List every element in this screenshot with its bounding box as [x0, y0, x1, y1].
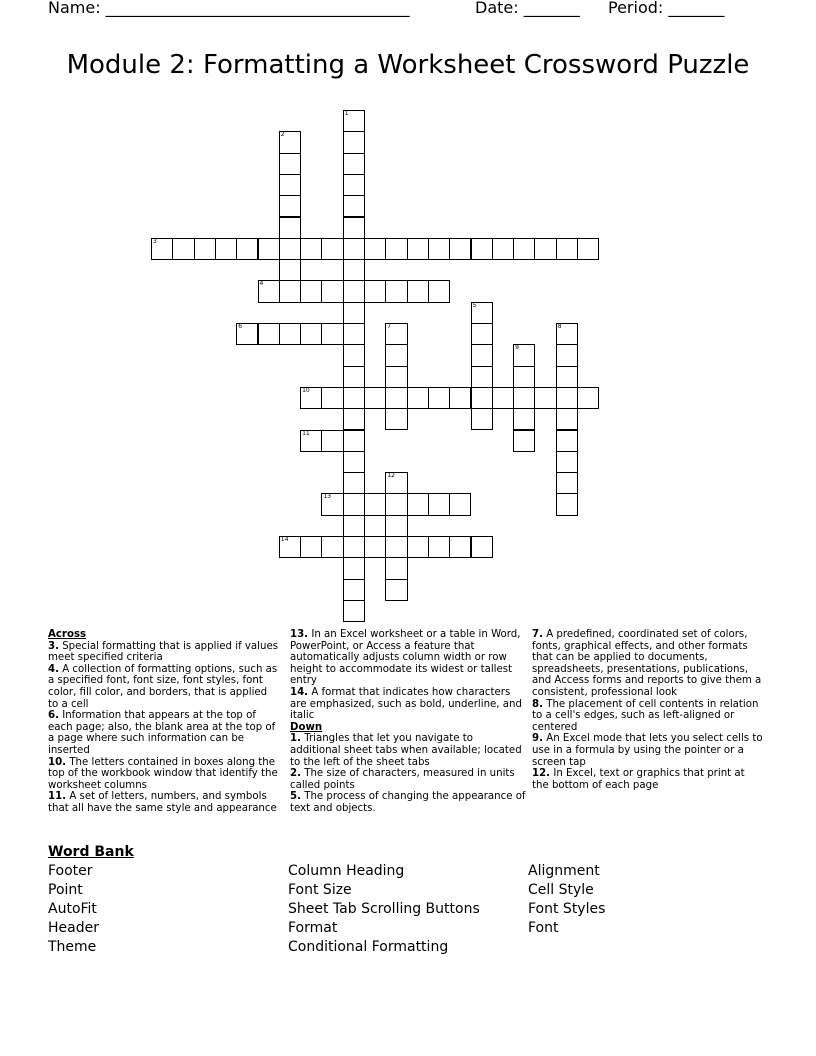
clue-number: 2 — [280, 131, 285, 139]
clue-text: In an Excel worksheet or a table in Word, PowerPoint, or Access a feature that automatically adjusts column width or row height to accommodate its widest or tallest entry — [290, 629, 521, 687]
grid-cell[interactable] — [471, 387, 493, 409]
clue-number-label: 11. — [48, 791, 67, 803]
down-heading: Down — [290, 721, 323, 733]
grid-cell[interactable] — [343, 280, 365, 302]
grid-cell[interactable] — [343, 238, 365, 260]
across-heading: Across — [48, 629, 87, 640]
grid-cell[interactable] — [492, 238, 514, 260]
grid-cell[interactable] — [300, 238, 322, 260]
grid-cell[interactable] — [471, 408, 493, 430]
grid-cell[interactable] — [215, 238, 237, 260]
word-bank-item: Font Styles — [528, 901, 606, 917]
grid-cell[interactable] — [364, 536, 386, 558]
grid-cell[interactable] — [343, 110, 365, 132]
grid-cell[interactable] — [407, 387, 429, 409]
grid-cell[interactable] — [471, 323, 493, 345]
word-bank-item: Conditional Formatting — [288, 939, 449, 955]
grid-cell[interactable] — [321, 430, 343, 452]
grid-cell[interactable] — [534, 387, 556, 409]
grid-cell[interactable] — [279, 238, 301, 260]
grid-cell[interactable] — [471, 344, 493, 366]
grid-cell[interactable] — [428, 280, 450, 302]
grid-cell[interactable] — [321, 280, 343, 302]
grid-cell[interactable] — [556, 451, 578, 473]
grid-cell[interactable] — [343, 153, 365, 175]
grid-cell[interactable] — [258, 280, 280, 302]
grid-cell[interactable] — [385, 557, 407, 579]
grid-cell[interactable] — [321, 536, 343, 558]
grid-cell[interactable] — [343, 217, 365, 239]
grid-cell[interactable] — [449, 238, 471, 260]
word-bank-item: Sheet Tab Scrolling Buttons — [288, 901, 480, 917]
clue-number: 3 — [153, 237, 157, 245]
clue-number-label: 4. — [48, 663, 59, 675]
grid-cell[interactable] — [300, 536, 322, 558]
clue-text: The size of characters, measured in units called points — [290, 768, 515, 791]
clue-number: 4 — [259, 280, 264, 288]
grid-cell[interactable] — [343, 408, 365, 430]
grid-cell[interactable] — [556, 344, 578, 366]
grid-cell[interactable] — [407, 280, 429, 302]
word-bank-item: Alignment — [528, 863, 600, 879]
clue-text: The placement of cell contents in relation to a cell's edges, such as left-aligned or centered — [532, 698, 759, 733]
clue-text: A collection of formatting options, such as a specified font, font size, font styles, font color, fill color, and borders, that is applied to a cell — [48, 663, 278, 710]
clue — [48, 710, 280, 756]
grid-cell[interactable] — [321, 238, 343, 260]
grid-cell[interactable] — [172, 238, 194, 260]
grid-cell[interactable] — [556, 323, 578, 345]
grid-cell[interactable] — [236, 323, 258, 345]
clue-text: Triangles that let you navigate to additional sheet tabs when available; located to the left of the sheet tabs — [290, 733, 522, 768]
grid-cell[interactable] — [556, 238, 578, 260]
grid-cell[interactable] — [279, 536, 301, 558]
grid-cell[interactable] — [407, 238, 429, 260]
grid-cell[interactable] — [428, 238, 450, 260]
clue — [532, 629, 764, 699]
grid-cell[interactable] — [471, 366, 493, 388]
clue-number-label: 7. — [532, 629, 543, 640]
grid-cell[interactable] — [321, 493, 343, 515]
clue-number: 7 — [387, 323, 392, 330]
grid-cell[interactable] — [279, 153, 301, 175]
clue-text: The letters contained in boxes along the top of the workbook window that identify the worksheet columns — [48, 756, 278, 791]
grid-cell[interactable] — [556, 366, 578, 388]
grid-cell[interactable] — [343, 302, 365, 324]
grid-cell[interactable] — [407, 493, 429, 515]
grid-cell[interactable] — [321, 323, 343, 345]
grid-cell[interactable] — [492, 387, 514, 409]
grid-cell[interactable] — [449, 493, 471, 515]
clue-text: A predefined, coordinated set of colors, fonts, graphical effects, and other formats that can be applied to documents, spreadsheets, presentations, publications, and Access forms and reports to give them a consistent, professional look — [532, 629, 762, 698]
grid-cell[interactable] — [513, 366, 535, 388]
clue-number: 13 — [323, 493, 332, 501]
grid-cell[interactable] — [385, 387, 407, 409]
clue-number-label: 3. — [48, 640, 59, 652]
grid-cell[interactable] — [556, 493, 578, 515]
grid-cell[interactable] — [279, 131, 301, 153]
grid-cell[interactable] — [577, 387, 599, 409]
grid-cell[interactable] — [343, 451, 365, 473]
word-bank-item: Font Size — [288, 882, 352, 898]
grid-cell[interactable] — [343, 259, 365, 281]
clue-number: 11 — [302, 429, 310, 437]
clue-number: 5 — [472, 301, 477, 309]
grid-cell[interactable] — [300, 430, 322, 452]
clue-number-label: 14. — [290, 686, 309, 698]
clue-text: A format that indicates how characters are emphasized, such as bold, underline, and italic — [290, 686, 522, 722]
clue — [48, 757, 280, 792]
grid-cell[interactable] — [300, 323, 322, 345]
grid-cell[interactable] — [534, 238, 556, 260]
clue — [48, 791, 280, 814]
clue-number-label: 1. — [290, 733, 301, 745]
grid-cell[interactable] — [279, 217, 301, 239]
clue-number: 12 — [387, 472, 395, 480]
clue — [290, 768, 526, 791]
clue — [290, 791, 526, 814]
word-bank-column-1 — [48, 862, 99, 957]
grid-cell[interactable] — [513, 387, 535, 409]
grid-cell[interactable] — [343, 174, 365, 196]
grid-cell[interactable] — [385, 323, 407, 345]
clue-text: Information that appears at the top of each page; also, the blank area at the top of a page where such information can be inserted — [48, 710, 276, 756]
grid-cell[interactable] — [364, 238, 386, 260]
grid-cell[interactable] — [364, 493, 386, 515]
grid-cell[interactable] — [407, 536, 429, 558]
grid-cell[interactable] — [513, 408, 535, 430]
grid-cell[interactable] — [343, 344, 365, 366]
clue-text: Special formatting that is applied if values meet specified criteria — [48, 640, 279, 664]
grid-cell[interactable] — [300, 387, 322, 409]
clue — [290, 629, 526, 687]
clue — [532, 768, 764, 791]
clue — [290, 687, 526, 722]
grid-cell[interactable] — [471, 536, 493, 558]
clues-column-1 — [48, 629, 280, 815]
grid-cell[interactable] — [258, 238, 280, 260]
grid-cell[interactable] — [471, 302, 493, 324]
grid-cell[interactable] — [194, 238, 216, 260]
grid-cell[interactable] — [343, 579, 365, 601]
clue-number: 1 — [344, 110, 349, 117]
grid-cell[interactable] — [556, 387, 578, 409]
word-bank-item: Header — [48, 920, 99, 936]
grid-cell[interactable] — [471, 238, 493, 260]
grid-cell[interactable] — [279, 174, 301, 196]
clue-number-label: 9. — [532, 733, 543, 745]
page-title: Module 2: Formatting a Worksheet Crossword Puzzle — [66, 50, 750, 80]
clue — [532, 699, 764, 734]
clue-number-label: 2. — [290, 768, 301, 780]
grid-cell[interactable] — [428, 387, 450, 409]
clues-column-2 — [290, 629, 526, 815]
grid-cell[interactable] — [343, 600, 365, 622]
word-bank-item: Font — [528, 920, 559, 936]
grid-cell[interactable] — [449, 536, 471, 558]
grid-cell[interactable] — [556, 472, 578, 494]
grid-cell[interactable] — [385, 238, 407, 260]
grid-cell[interactable] — [385, 408, 407, 430]
grid-cell[interactable] — [385, 366, 407, 388]
grid-cell[interactable] — [279, 259, 301, 281]
grid-cell[interactable] — [513, 238, 535, 260]
grid-cell[interactable] — [364, 280, 386, 302]
word-bank-item: Format — [288, 920, 338, 936]
grid-cell[interactable] — [385, 344, 407, 366]
word-bank-item: Footer — [48, 863, 93, 879]
word-bank-column-3 — [528, 862, 605, 938]
grid-cell[interactable] — [279, 195, 301, 217]
clue-number: 10 — [302, 386, 310, 394]
word-bank-column-2 — [288, 862, 480, 957]
grid-cell[interactable] — [577, 238, 599, 260]
clue-number-label: 13. — [290, 629, 309, 640]
word-bank-item: Column Heading — [288, 863, 405, 879]
grid-cell[interactable] — [556, 430, 578, 452]
grid-cell[interactable] — [343, 366, 365, 388]
grid-cell[interactable] — [385, 472, 407, 494]
grid-cell[interactable] — [428, 536, 450, 558]
clue-number-label: 6. — [48, 710, 59, 722]
grid-cell[interactable] — [385, 536, 407, 558]
clue — [290, 733, 526, 768]
name-field: Name: ______________________________________ — [48, 0, 410, 17]
word-bank-item: Point — [48, 882, 83, 898]
word-bank-title: Word Bank — [48, 844, 134, 860]
grid-cell[interactable] — [343, 472, 365, 494]
date-field: Date: _______ — [475, 0, 580, 17]
grid-cell[interactable] — [343, 131, 365, 153]
grid-cell[interactable] — [343, 387, 365, 409]
grid-cell[interactable] — [258, 323, 280, 345]
grid-cell[interactable] — [385, 515, 407, 537]
grid-cell[interactable] — [513, 430, 535, 452]
grid-cell[interactable] — [385, 493, 407, 515]
grid-cell[interactable] — [343, 536, 365, 558]
grid-cell[interactable] — [556, 408, 578, 430]
clue-text: The process of changing the appearance of text and objects. — [290, 791, 526, 814]
grid-cell[interactable] — [343, 195, 365, 217]
word-bank-item: AutoFit — [48, 901, 97, 917]
grid-cell[interactable] — [385, 579, 407, 601]
clue-number-label: 10. — [48, 756, 67, 768]
grid-cell[interactable] — [449, 387, 471, 409]
grid-cell[interactable] — [343, 323, 365, 345]
period-field: Period: _______ — [608, 0, 725, 17]
clue-number: 8 — [557, 323, 562, 330]
clue-number-label: 5. — [290, 791, 301, 803]
grid-cell[interactable] — [343, 493, 365, 515]
clue — [532, 733, 764, 768]
grid-cell[interactable] — [343, 515, 365, 537]
word-bank-item: Theme — [48, 939, 97, 955]
clue-text: In Excel, text or graphics that print at the bottom of each page — [532, 768, 745, 791]
grid-cell[interactable] — [321, 387, 343, 409]
clues-column-3 — [532, 629, 764, 791]
grid-cell[interactable] — [343, 557, 365, 579]
clue-text: A set of letters, numbers, and symbols that all have the same style and appearance — [48, 791, 277, 814]
word-bank-item: Cell Style — [528, 882, 594, 898]
clue — [48, 664, 280, 710]
clue-number-label: 12. — [532, 768, 551, 780]
grid-cell[interactable] — [428, 493, 450, 515]
grid-cell[interactable] — [236, 238, 258, 260]
grid-cell[interactable] — [151, 238, 173, 260]
grid-cell[interactable] — [300, 280, 322, 302]
clue-text: An Excel mode that lets you select cells to use in a formula by using the pointer or a screen tap — [532, 733, 763, 768]
clue-number-label: 8. — [532, 698, 543, 710]
grid-cell[interactable] — [385, 280, 407, 302]
clue-number: 6 — [238, 323, 243, 330]
grid-cell[interactable] — [279, 280, 301, 302]
grid-cell[interactable] — [364, 387, 386, 409]
grid-cell[interactable] — [513, 344, 535, 366]
clue-number: 9 — [515, 344, 519, 352]
grid-cell[interactable] — [343, 430, 365, 452]
clue-number: 14 — [280, 536, 289, 543]
grid-cell[interactable] — [279, 323, 301, 345]
clue — [48, 641, 280, 664]
